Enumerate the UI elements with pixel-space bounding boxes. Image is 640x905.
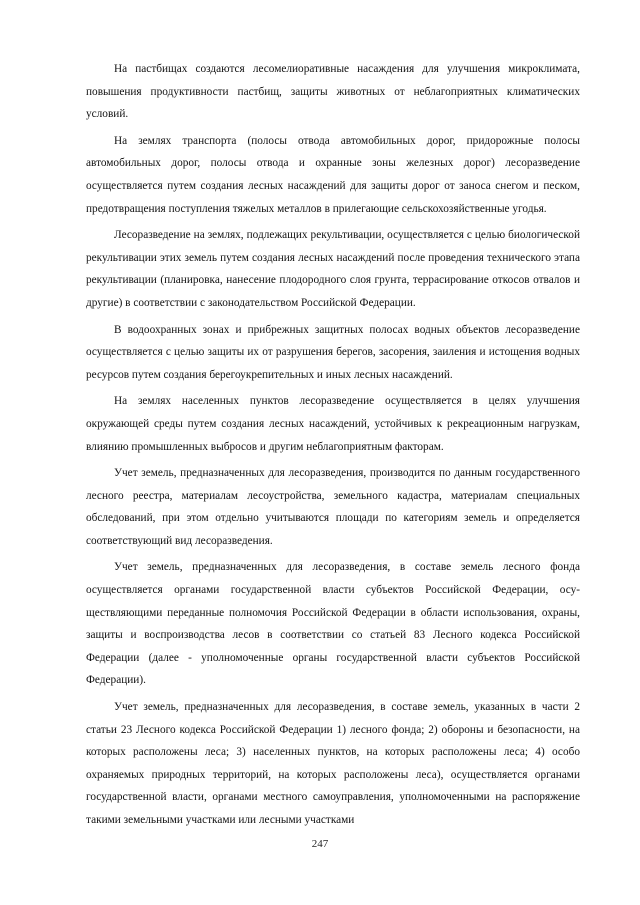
paragraph-pastures: На пастбищах создаются лесомелиоративные насаждения для улучшения микроклимата, повышения продуктивности пастбищ, защиты животных от неблагоприятных климатических условий.: [86, 63, 580, 121]
paragraph-land-accounting: Учет земель, предназначенных для лесоразведения, производится по данным государственного лесного реестра, материалам лесоустройства, земельного кадастра, материалам специальных обследований, при этом отдельно учитываются площади по категориям земель и определяется соответствующий вид лесоразведения.: [86, 467, 580, 547]
paragraph-recultivation: Лесоразведение на землях, подлежащих рекультивации, осуществляется с целью биологической рекультивации этих земель путем создания лесных насаждений после проведения технического этапа рекультивации (планировка, нанесение плодородного слоя грунта, террасирование откосов отвалов и другие) в соответствии с законодательством Российской Федерации.: [86, 229, 580, 309]
paragraph-forest-fund-accounting: Учет земель, предназначенных для лесоразведения, в составе земель лесного фонда осуществляется органами государственной власти субъектов Российской Федерации, осуществляющими переданные полномочия Российской Федерации в области использования, охраны, защиты и воспроизводства лесов в соответствии со статьей 83 Лесного кодекса Российской Федерации (далее - уполномоченные органы государственной власти субъектов Российской Федерации).: [86, 561, 580, 687]
paragraph-transport-lands: На землях транспорта (полосы отвода автомобильных дорог, придорожные полосы автомобильных дорог, полосы отвода и охранные зоны железных дорог) лесоразведение осуществляется путем создания лесных насаждений для защиты дорог от заноса снегом и песком, предотвращения поступления тяжелых металлов в прилегающие сельскохозяйственные угодья.: [86, 134, 580, 215]
paragraph-settlements: На землях населенных пунктов лесоразведение осуществляется в целях улучшения окружающей среды путем создания лесных насаждений, устойчивых к рекреационным нагрузкам, влиянию промышленных выбросов и другим неблагоприятным факторам.: [86, 395, 580, 453]
paragraph-other-lands-accounting: Учет земель, предназначенных для лесоразведения, в составе земель, указанных в части 2 статьи 23 Лесного кодекса Российской Федерации 1) лесного фонда; 2) обороны и безопасности, на которых расположены леса; 3) населенных пунктов, на которых расположены леса; 4) особо охраняемых природных территорий, на которых расположены леса), осуществляется органами государственной власти, органами местного самоуправления, уполномоченными на распоряжение такими земельными участками или лесными участками: [86, 701, 580, 826]
document-page: [86, 58, 580, 836]
page-number: 247: [311, 838, 329, 850]
paragraph-water-protection: В водоохранных зонах и прибрежных защитных полосах водных объектов лесоразведение осуществляется с целью защиты их от разрушения берегов, засорения, заиления и истощения водных ресурсов путем создания берегоукрепительных и иных лесных насаждений.: [86, 323, 580, 381]
